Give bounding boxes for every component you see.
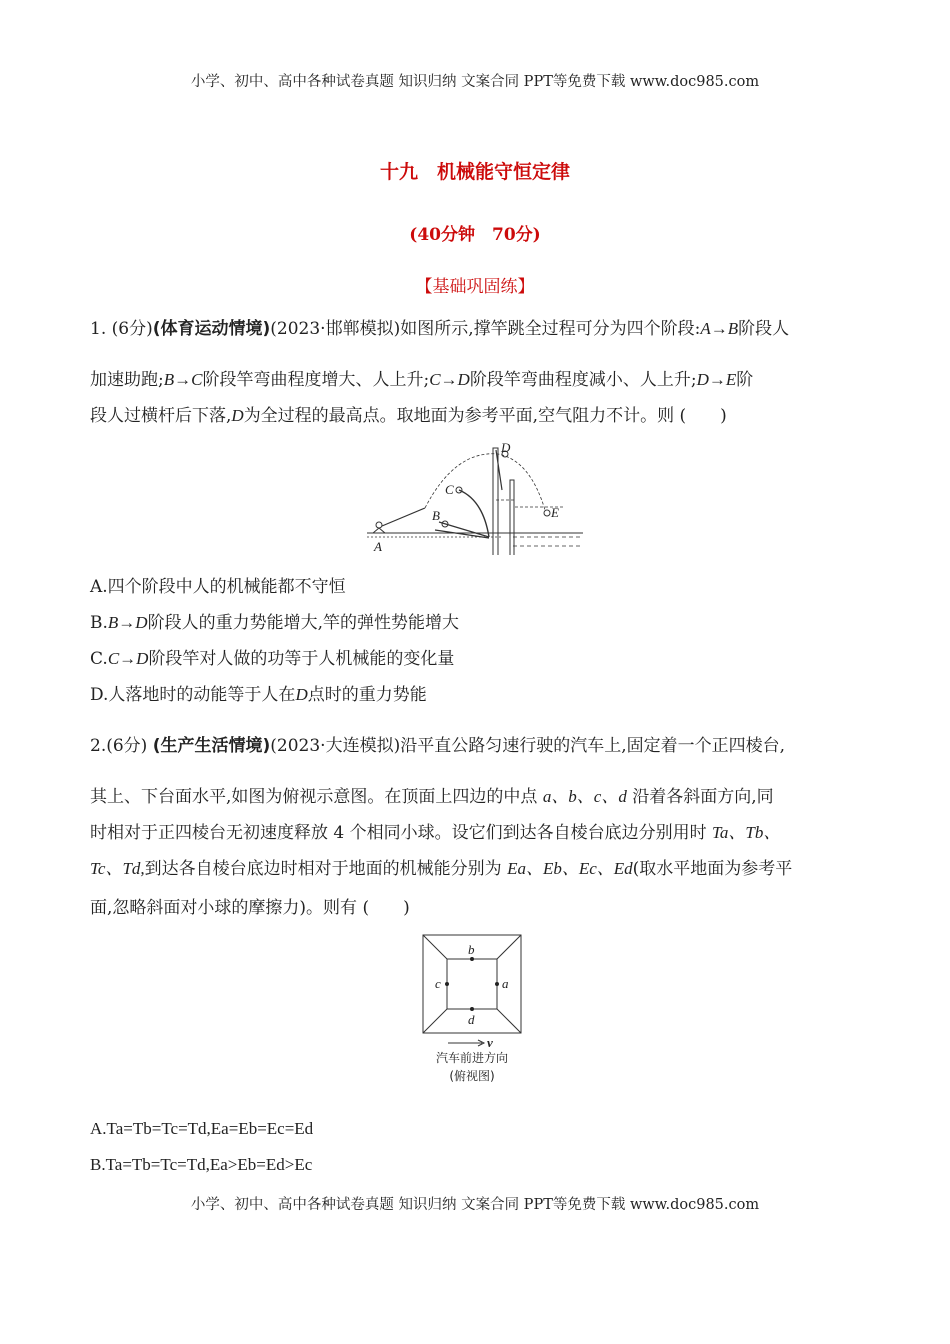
q1-option-b: [90, 612, 459, 634]
q2-times: Ta、Tb、: [712, 823, 781, 842]
q2-line-4: [90, 858, 860, 880]
fig-label-d: d: [468, 1012, 475, 1027]
q2-text: 其上、下台面水平,如图为俯视示意图。在顶面上四边的中点: [90, 787, 543, 807]
q1-option-c: [90, 648, 454, 670]
fig-label-e: E: [551, 505, 559, 520]
page-header: 小学、初中、高中各种试卷真题 知识归纳 文案合同 PPT等免费下载 www.doc985.com: [190, 74, 760, 90]
fig-label-a: a: [502, 976, 509, 991]
q2-energies: Ea、Eb、Ec、Ed: [507, 859, 633, 878]
q1-text: 阶段人: [738, 319, 790, 339]
q2-text: 沿着各斜面方向,同: [626, 787, 774, 807]
frustum-top-view-figure: [410, 930, 540, 1090]
q2-line-5: 面,忽略斜面对小球的摩擦力)。则有 ( ): [90, 898, 410, 918]
section-heading: 【基础巩固练】: [415, 277, 535, 297]
q2-source: (2023·大连模拟): [270, 736, 401, 756]
page-title: 十九 机械能守恒定律: [379, 161, 570, 183]
fig-caption-direction: 汽车前进方向: [435, 1051, 509, 1065]
q2-line-1: [90, 735, 860, 757]
q2-times: Tc、Td,: [90, 859, 145, 878]
q2-tag: (生产生活情境): [152, 736, 271, 756]
q1-stage-bc: B→C: [163, 370, 203, 389]
q1-stage-de: D→E: [696, 370, 737, 389]
q1-text: 如图所示,撑竿跳全过程可分为四个阶段:: [400, 319, 701, 339]
q1-option-text: B.: [90, 613, 108, 633]
q1-option-text: C.: [90, 649, 108, 669]
q1-option-a: A.四个阶段中人的机械能都不守恒: [90, 577, 346, 597]
q2-points: a、b、c、d: [542, 787, 627, 806]
q1-option-point: D: [295, 685, 308, 704]
q1-option-stage: C→D: [107, 649, 149, 668]
q1-stage-ab: A→B: [700, 319, 739, 338]
q1-text: 阶: [736, 370, 754, 390]
q1-text: 阶段竿弯曲程度减小、人上升;: [469, 370, 697, 390]
q2-text: 到达各自棱台底边时相对于地面的机械能分别为: [144, 859, 508, 879]
fig-label-b: B: [432, 508, 440, 523]
fig-label-c: C: [445, 482, 454, 497]
page-footer: 小学、初中、高中各种试卷真题 知识归纳 文案合同 PPT等免费下载 www.doc985.com: [190, 1197, 760, 1213]
pole-vault-figure: [365, 440, 587, 555]
q1-number: 1. (6分): [90, 319, 153, 339]
q1-text: 为全过程的最高点。取地面为参考平面,空气阻力不计。则 ( ): [243, 406, 727, 426]
q1-point-d: D: [231, 406, 244, 425]
q1-line-1: [90, 318, 860, 340]
q2-text: (取水平地面为参考平: [632, 859, 793, 879]
q1-option-stage: B→D: [107, 613, 148, 632]
fig-label-c: c: [435, 976, 441, 991]
exam-meta: (40分钟 70分): [409, 225, 541, 245]
q1-tag: (体育运动情境): [152, 319, 271, 339]
fig-caption-view: (俯视图): [449, 1069, 495, 1083]
q1-option-text: 阶段人的重力势能增大,竿的弹性势能增大: [147, 613, 459, 633]
q1-option-d: [90, 684, 427, 706]
q1-option-text: D.人落地时的动能等于人在: [90, 685, 296, 705]
q1-option-text: 阶段竿对人做的功等于人机械能的变化量: [148, 649, 455, 669]
q1-text: 阶段竿弯曲程度增大、人上升;: [202, 370, 430, 390]
q2-text: 时相对于正四棱台无初速度释放 4 个相同小球。设它们到达各自棱台底边分别用时: [90, 823, 713, 843]
q1-line-3: [90, 405, 860, 427]
fig-label-v: v: [487, 1035, 493, 1050]
q1-line-2: [90, 369, 860, 391]
fig-label-b: b: [468, 942, 475, 957]
q2-number: 2.(6分): [90, 736, 153, 756]
q1-source: (2023·邯郸模拟): [270, 319, 401, 339]
q1-option-text: 点时的重力势能: [307, 685, 427, 705]
q2-option-a: A.Ta=Tb=Tc=Td,Ea=Eb=Ec=Ed: [90, 1119, 314, 1138]
q2-text: 沿平直公路匀速行驶的汽车上,固定着一个正四棱台,: [400, 736, 786, 756]
q1-stage-cd: C→D: [429, 370, 470, 389]
fig-label-d: D: [501, 440, 511, 455]
q2-option-b: B.Ta=Tb=Tc=Td,Ea>Eb=Ed>Ec: [90, 1155, 313, 1174]
fig-label-a: A: [374, 539, 382, 554]
q2-line-3: [90, 822, 860, 844]
q2-line-2: [90, 786, 860, 808]
q1-text: 加速助跑;: [90, 370, 164, 390]
q1-text: 段人过横杆后下落,: [90, 406, 232, 426]
